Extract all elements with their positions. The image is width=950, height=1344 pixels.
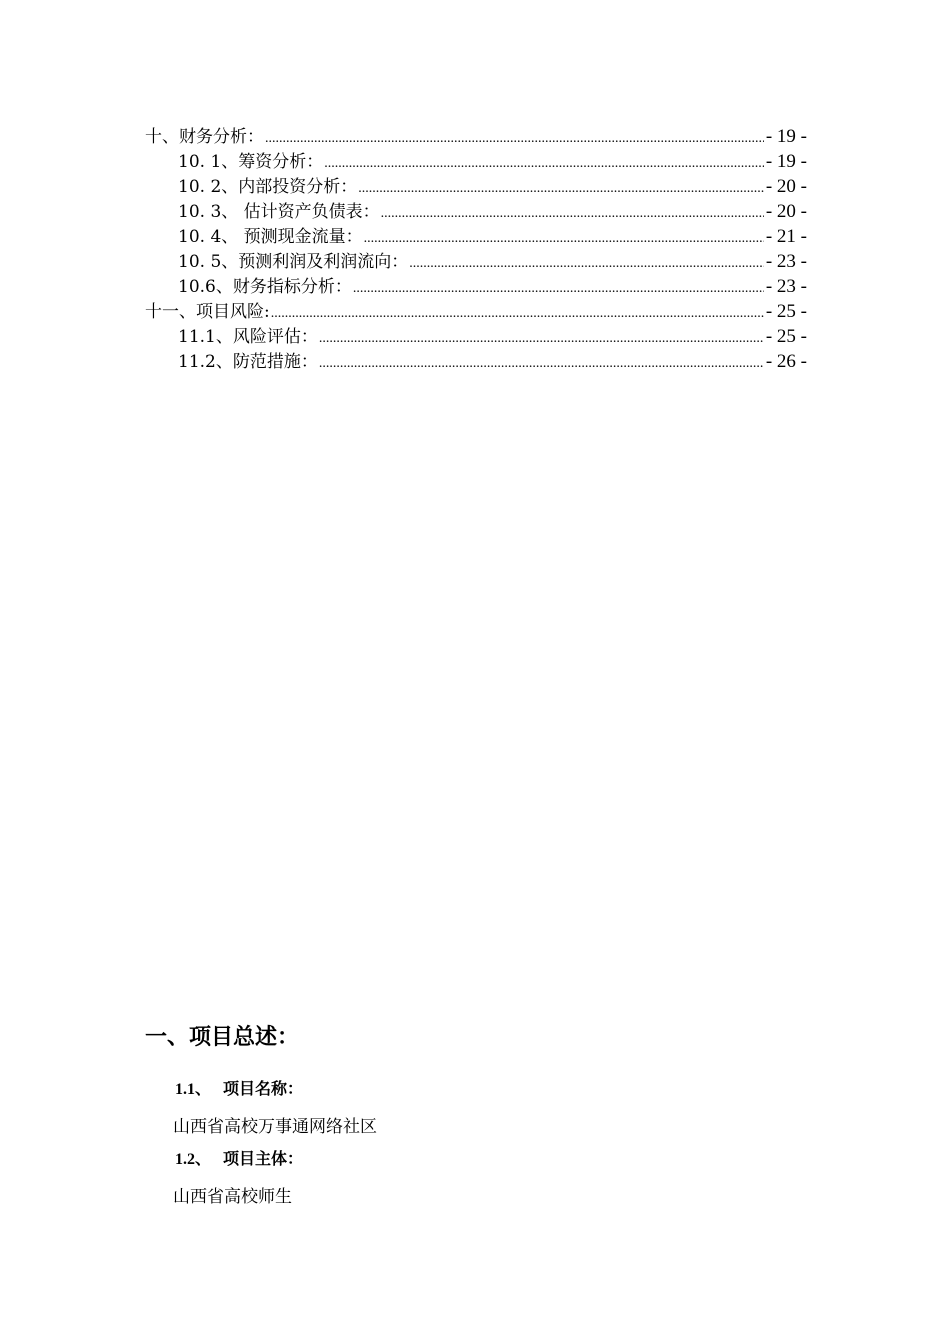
table-of-contents — [145, 124, 807, 374]
toc-entry-title: 11.1、风险评估： — [178, 327, 318, 347]
toc-entry[interactable] — [145, 249, 807, 274]
toc-entry-title: 10. 4、 预测现金流量： — [178, 227, 363, 247]
toc-entry[interactable] — [145, 174, 807, 199]
subsection-label: 项目名称： — [223, 1079, 304, 1098]
toc-entry-page: - 20 - — [765, 176, 807, 197]
toc-entry-page: - 20 - — [765, 201, 807, 222]
toc-entry[interactable] — [145, 274, 807, 299]
toc-entry-title: 10. 2、内部投资分析： — [178, 177, 358, 197]
toc-leader-dots — [265, 126, 764, 151]
toc-leader-dots — [271, 301, 764, 326]
toc-entry-title: 10. 1、筹资分析： — [178, 152, 324, 172]
toc-entry-page: - 19 - — [765, 126, 807, 147]
toc-leader-dots — [353, 276, 764, 301]
toc-leader-dots — [381, 201, 764, 226]
toc-entry-page: - 23 - — [765, 276, 807, 297]
toc-entry-page: - 19 - — [765, 151, 807, 172]
toc-entry-title: 10. 5、预测利润及利润流向： — [178, 252, 409, 272]
toc-entry[interactable] — [145, 149, 807, 174]
toc-entry[interactable] — [145, 224, 807, 249]
subsection-number: 1.1、 — [175, 1081, 212, 1098]
toc-entry[interactable] — [145, 199, 807, 224]
toc-entry-page: - 23 - — [765, 251, 807, 272]
toc-leader-dots — [364, 226, 764, 251]
subsection-number: 1.2、 — [175, 1151, 212, 1168]
toc-entry-page: - 25 - — [765, 326, 807, 347]
project-subject-text: 山西省高校师生 — [173, 1187, 292, 1207]
project-name-text: 山西省高校万事通网络社区 — [173, 1117, 377, 1137]
toc-entry-title: 11.2、防范措施： — [178, 352, 318, 372]
toc-entry-page: - 25 - — [765, 301, 807, 322]
toc-entry[interactable] — [145, 349, 807, 374]
toc-leader-dots — [324, 151, 764, 176]
toc-entry-page: - 26 - — [765, 351, 807, 372]
toc-entry[interactable] — [145, 299, 807, 324]
toc-leader-dots — [358, 176, 764, 201]
toc-entry-title: 10. 3、 估计资产负债表： — [178, 202, 380, 222]
toc-entry[interactable] — [145, 124, 807, 149]
toc-leader-dots — [409, 251, 764, 276]
toc-leader-dots — [319, 351, 764, 376]
subsection-heading-name — [175, 1076, 303, 1099]
toc-entry-title: 十、财务分析： — [145, 127, 264, 147]
subsection-heading-subject — [175, 1146, 303, 1169]
subsection-label: 项目主体： — [223, 1149, 304, 1168]
toc-entry[interactable] — [145, 324, 807, 349]
toc-entry-page: - 21 - — [765, 226, 807, 247]
toc-entry-title: 十一、项目风险: — [145, 302, 270, 322]
toc-entry-title: 10.6、财务指标分析： — [178, 277, 352, 297]
toc-leader-dots — [319, 326, 764, 351]
section-heading: 一、项目总述： — [145, 1024, 300, 1050]
